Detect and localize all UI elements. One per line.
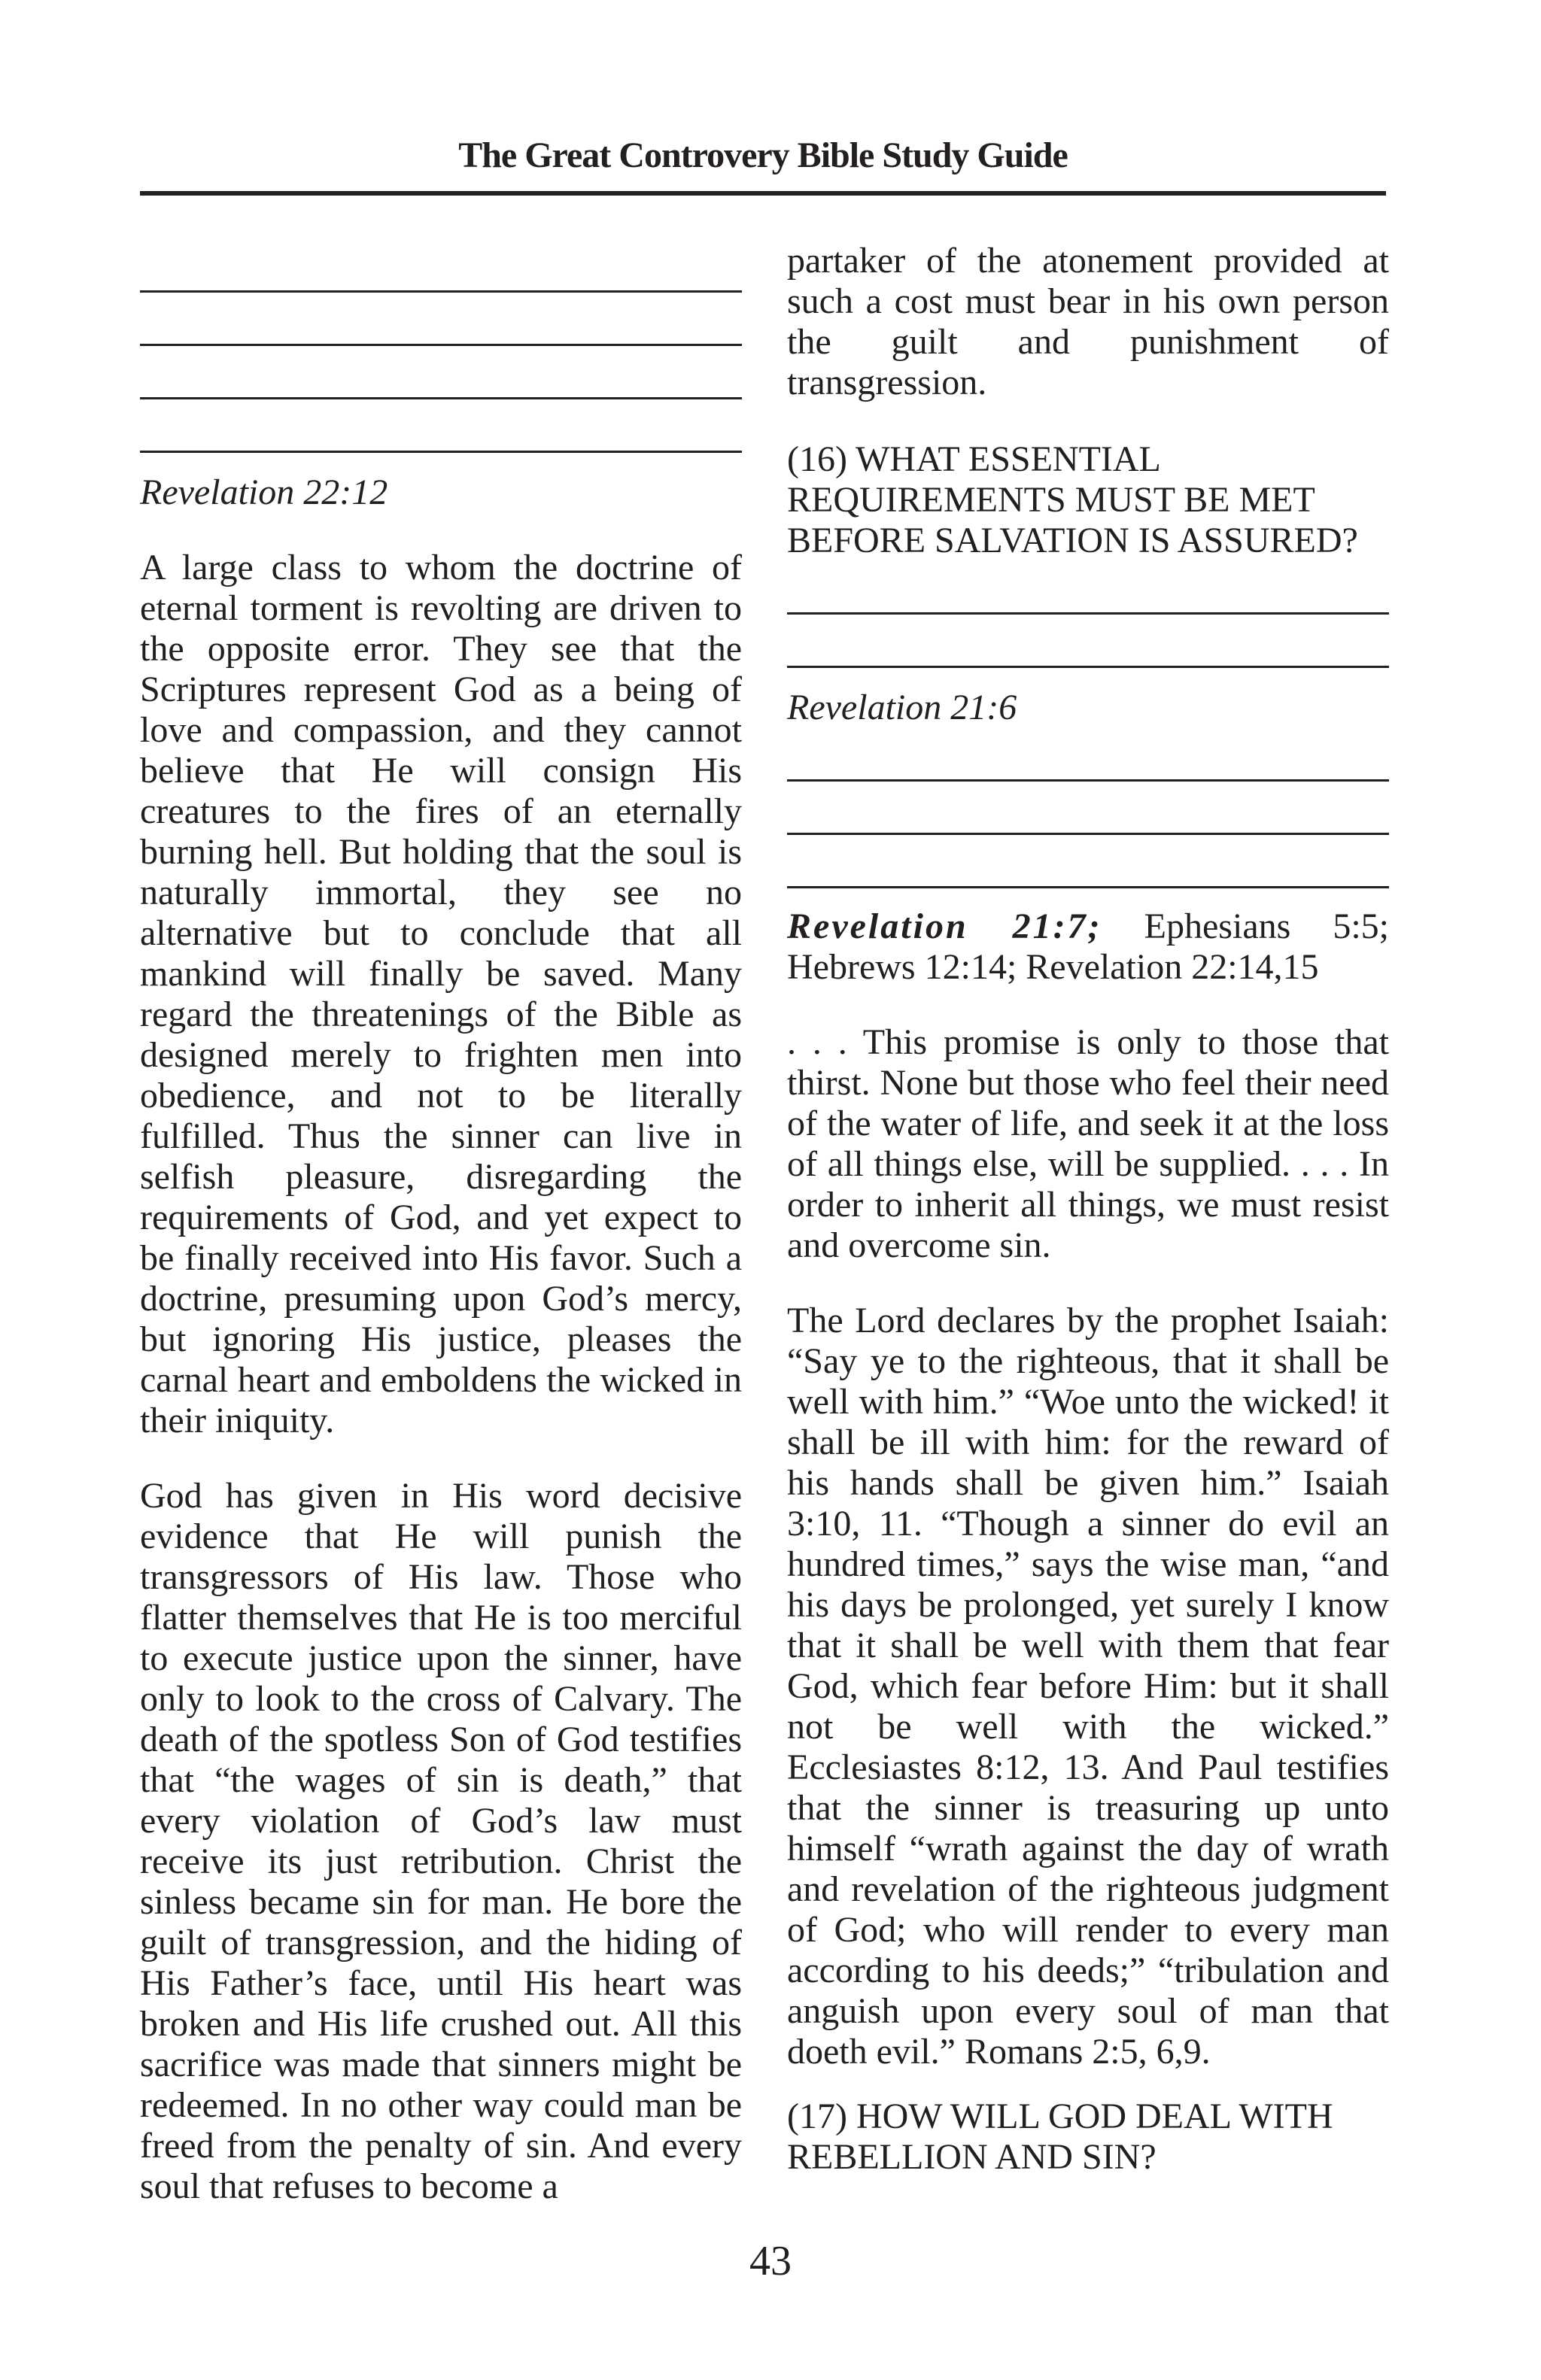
body-paragraph: A large class to whom the doctrine of eternal torment is revolting are driven to the opposite error. They see that the Scriptures represent God as a being of love and compassion, and they cannot believe that He will consign His creatures to the fires of an eternally burning hell. But holding that the soul is naturally immortal, they see no alternative but to conclude that all mankind will finally be saved. Many regard the threatenings of the Bible as designed merely to frighten men into obedience, and not to be literally fulfilled. Thus the sinner can live in selfish pleasure, disregarding the requirements of God, and yet expect to be finally received into His favor. Such a doctrine, presuming upon God’s mercy, but ignoring His justice, pleases the carnal heart and emboldens the wicked in their iniquity. <box>140 548 742 1440</box>
body-paragraph: God has given in His word decisive evidence that He will punish the transgressors of His law. Those who flatter themselves that He is too merciful to execute justice upon the sinner, have only to look to the cross of Calvary. The death of the spotless Son of God testifies that “the wages of sin is death,” that every violation of God’s law must receive its just retribution. Christ the sinless became sin for man. He bore the guilt of transgression, and the hiding of His Father’s face, until His heart was broken and His life crushed out. All this sacrifice was made that sinners might be redeemed. In no other way could man be freed from the penalty of sin. And every soul that refuses to become a <box>140 1476 742 2206</box>
running-header <box>140 132 1386 196</box>
scripture-reference-italic: Revelation 21:7; <box>787 906 1102 946</box>
answer-blank-line <box>787 561 1389 615</box>
answer-blank-line <box>787 782 1389 835</box>
scripture-references <box>787 906 1389 988</box>
study-question: (16) WHAT ESSENTIAL REQUIREMENTS MUST BE MET BEFORE SALVATION IS ASSURED? <box>787 439 1358 560</box>
answer-blank-line <box>787 835 1389 888</box>
answer-blank-line <box>140 346 742 399</box>
study-question: (17) HOW WILL GOD DEAL WITH REBELLION AND SIN? <box>787 2096 1333 2177</box>
answer-blank-line <box>140 241 742 293</box>
body-paragraph: . . . This promise is only to those that thirst. None but those who feel their need of the water of life, and seek it at the loss of all things else, will be supplied. . . . In order to inherit all things, we must resist and overcome sin. <box>787 1022 1389 1265</box>
scripture-reference: Revelation 22:12 <box>140 472 388 512</box>
scripture-reference: Revelation 21:6 <box>787 688 1017 727</box>
left-column <box>140 241 742 2207</box>
body-paragraph: The Lord declares by the prophet Isaiah: “Say ye to the righteous, that it shall be well with him.” “Woe unto the wicked! it shall be ill with him: for the reward of his hands shall be given him.” Isaiah 3:10, 11. “Though a sinner do evil an hundred times,” says the wise man, “and his days be prolonged, yet surely I know that it shall be well with them that fear God, which fear before Him: but it shall not be well with the wicked.” Ecclesiastes 8:12, 13. And Paul testifies that the sinner is treasuring up unto himself “wrath against the day of wrath and revelation of the righteous judgment of God; who will render to every man according to his deeds;” “tribulation and anguish upon every soul of man that doeth evil.” Romans 2:5, 6,9. <box>787 1301 1389 2072</box>
body-paragraph: partaker of the atonement provided at such a cost must bear in his own person the guilt and punishment of transgression. <box>787 241 1389 402</box>
answer-blank-line <box>140 293 742 346</box>
answer-blank-line <box>787 615 1389 668</box>
page-number: 43 <box>749 2238 792 2284</box>
scripture-reference-list: Ephesians 5:5; Hebrews 12:14; Revelation 22:14,15 <box>787 906 1389 987</box>
right-column <box>787 241 1389 2178</box>
header-title: The Great Controvery Bible Study Guide <box>458 135 1068 175</box>
answer-blank-line <box>140 399 742 453</box>
answer-blank-line <box>787 728 1389 782</box>
